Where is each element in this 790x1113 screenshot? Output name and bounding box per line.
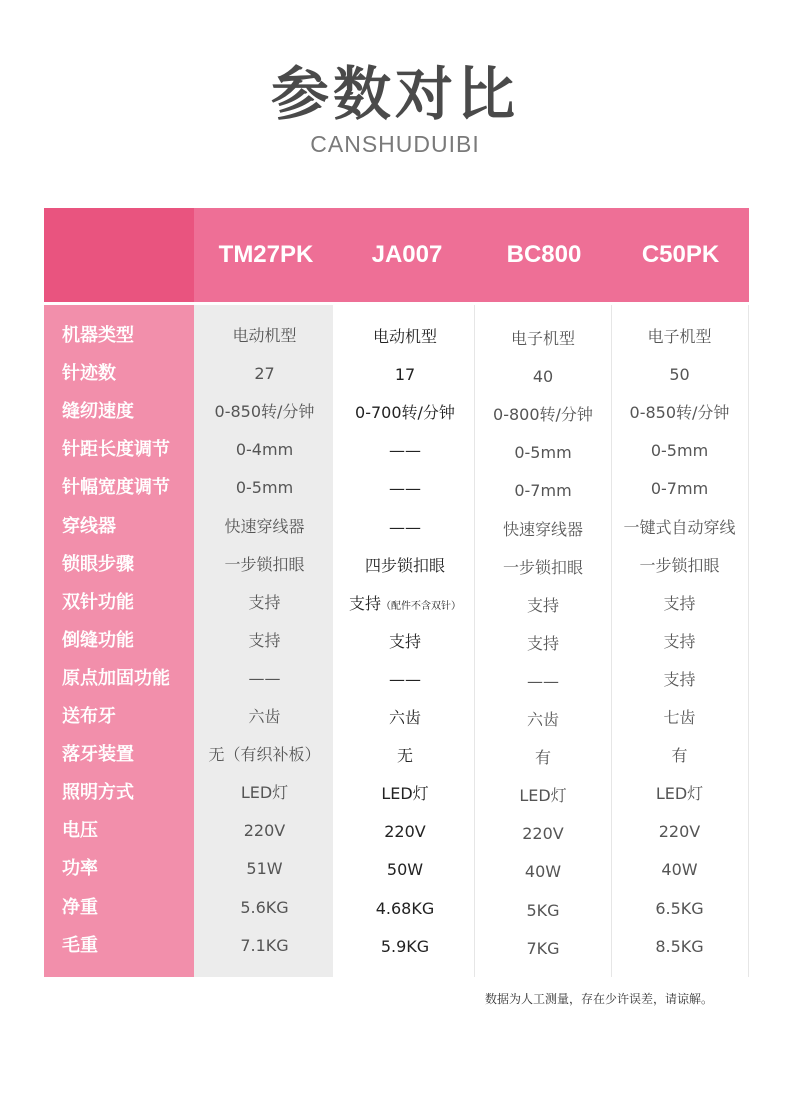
table-cell: [194, 584, 335, 622]
cell-value: 支持: [663, 594, 696, 613]
cell-value: 6.5KG: [655, 899, 704, 918]
cell-value: 0-800转/分钟: [493, 405, 593, 424]
cell-value: 50: [669, 365, 690, 384]
table-cell: [194, 812, 335, 850]
cell-value: 220V: [658, 822, 701, 841]
table-cell: [335, 661, 475, 699]
table-header-corner: [44, 208, 194, 302]
table-cell: [194, 927, 335, 965]
table-cell: [194, 393, 335, 431]
cell-value: 电动机型: [372, 327, 437, 346]
page-subtitle: CANSHUDUIBI: [310, 131, 480, 157]
table-cell: [475, 549, 611, 587]
cell-value: LED灯: [381, 784, 429, 803]
table-cell: [335, 394, 475, 432]
cell-value: 0-850转/分钟: [629, 403, 730, 422]
column-divider: [748, 305, 749, 977]
table-cell: [611, 585, 748, 623]
table-cell: [611, 699, 748, 737]
cell-value: 四步锁扣眼: [364, 556, 445, 575]
cell-value: 0-5mm: [235, 478, 294, 497]
table-cell: [611, 890, 748, 928]
cell-value: 一步锁扣眼: [502, 558, 583, 577]
cell-value: 50W: [386, 860, 424, 879]
model-header-tm27pk: TM27PK: [218, 241, 314, 268]
row-label: 双针功能: [62, 592, 134, 613]
row-label: 针距长度调节: [62, 439, 170, 460]
cell-value: 电子机型: [647, 327, 712, 346]
table-cell: [611, 356, 748, 394]
cell-value: 有: [534, 748, 551, 767]
table-cell: [611, 813, 748, 851]
table-cell: [194, 317, 335, 355]
table-cell: [611, 851, 748, 889]
table-cell: [194, 698, 335, 736]
table-cell: [194, 546, 335, 584]
table-cell: [475, 587, 611, 625]
table-cell: [335, 813, 475, 851]
cell-value: 7KG: [526, 939, 560, 958]
cell-value: 4.68KG: [375, 899, 435, 918]
cell-value: 27: [254, 364, 275, 383]
table-cell: [335, 775, 475, 813]
page-title: 参数对比: [270, 60, 519, 128]
row-label: 原点加固功能: [62, 668, 170, 689]
cell-value: 8.5KG: [655, 937, 704, 956]
row-label: 净重: [62, 897, 98, 918]
table-cell: [335, 318, 475, 356]
table-cell: [475, 358, 611, 396]
cell-value: 0-7mm: [514, 481, 572, 500]
footnote: 数据为人工测量，存在少许误差，请谅解。: [484, 992, 713, 1006]
table-cell: [475, 815, 611, 853]
table-cell: [194, 431, 335, 469]
row-label: 穿线器: [62, 516, 116, 537]
cell-value: 一键式自动穿线: [623, 518, 736, 537]
cell-value: 支持: [348, 594, 381, 613]
table-cell: [194, 622, 335, 660]
cell-value: 有: [671, 746, 688, 765]
cell-value: 51W: [246, 859, 283, 878]
cell-value: 快速穿线器: [224, 517, 305, 536]
cell-value: 220V: [522, 824, 564, 843]
table-cell: [475, 625, 611, 663]
cell-value: 5.9KG: [380, 937, 430, 956]
table-cell: [335, 470, 475, 508]
table-cell: [611, 394, 748, 432]
table-cell: [475, 396, 611, 434]
row-label: 电压: [62, 820, 98, 841]
table-cell: [611, 547, 748, 585]
cell-value: ——: [527, 672, 559, 691]
model-header-bc800: BC800: [506, 241, 582, 268]
table-cell: [194, 508, 335, 546]
table-cell: [194, 355, 335, 393]
cell-value: 17: [394, 365, 416, 384]
cell-value: 支持: [388, 632, 421, 651]
table-cell: [335, 928, 475, 966]
cell-value: 7.1KG: [240, 936, 289, 955]
table-cell: [335, 623, 475, 661]
row-label: 缝纫速度: [62, 401, 134, 422]
cell-value: 40W: [524, 862, 562, 881]
cell-value: 40W: [661, 860, 698, 879]
row-label: 针幅宽度调节: [62, 477, 170, 498]
table-cell: [611, 737, 748, 775]
table-cell: [335, 890, 475, 928]
cell-value: 220V: [384, 822, 426, 841]
table-cell: [475, 472, 611, 510]
model-header-c50pk: C50PK: [641, 241, 720, 268]
table-cell: [611, 318, 748, 356]
cell-value: 一步锁扣眼: [224, 555, 305, 574]
cell-value: 220V: [243, 821, 286, 840]
table-cell: [194, 736, 335, 774]
table-cell: [475, 739, 611, 777]
table-cell: [475, 511, 611, 549]
cell-value: ——: [248, 669, 281, 688]
table-cell: [475, 930, 611, 968]
table-cell: [611, 470, 748, 508]
table-cell: [611, 928, 748, 966]
table-cell: [335, 737, 475, 775]
cell-value: 0-4mm: [235, 440, 294, 459]
table-cell: [194, 469, 335, 507]
cell-value: 快速穿线器: [502, 520, 583, 539]
table-cell: [611, 775, 748, 813]
table-cell: [475, 777, 611, 815]
cell-value: 六齿: [526, 710, 559, 729]
table-cell: [475, 434, 611, 472]
cell-value: LED灯: [519, 786, 567, 805]
row-label: 针迹数: [62, 363, 116, 384]
table-cell: [335, 851, 475, 889]
cell-value: 0-850转/分钟: [214, 402, 315, 421]
table-cell: [194, 889, 335, 927]
cell-value: 0-5mm: [650, 441, 709, 460]
cell-value: 无: [396, 746, 413, 765]
cell-value: ——: [389, 479, 421, 498]
cell-value: 六齿: [248, 707, 281, 726]
cell-value: LED灯: [240, 783, 289, 802]
cell-value: 5.6KG: [240, 898, 289, 917]
row-label: 倒缝功能: [62, 630, 134, 651]
table-cell: [335, 585, 475, 623]
row-label: 锁眼步骤: [62, 554, 134, 575]
table-cell: [475, 663, 611, 701]
table-cell: [335, 356, 475, 394]
table-cell: [611, 623, 748, 661]
cell-value: 电子机型: [510, 329, 575, 348]
table-cell: [335, 432, 475, 470]
cell-value: 六齿: [388, 708, 421, 727]
cell-value: 5KG: [526, 901, 560, 920]
cell-value: ——: [389, 670, 421, 689]
row-label: 照明方式: [62, 782, 134, 803]
table-cell: [611, 661, 748, 699]
table-cell: [194, 774, 335, 812]
cell-value: ——: [389, 441, 421, 460]
cell-value: 无（有织补板）: [208, 745, 321, 764]
cell-value: 支持: [248, 631, 281, 650]
cell-value: 一步锁扣眼: [639, 556, 720, 575]
table-cell: [475, 320, 611, 358]
cell-value: 0-700转/分钟: [355, 403, 455, 422]
table-cell: [335, 509, 475, 547]
table-cell: [335, 547, 475, 585]
cell-value: LED灯: [655, 784, 704, 803]
table-cell: [611, 509, 748, 547]
cell-value: 支持: [526, 634, 559, 653]
row-label: 送布牙: [62, 706, 116, 727]
model-header-ja007: JA007: [371, 241, 443, 268]
cell-value: 支持: [248, 593, 281, 612]
cell-value: 支持: [663, 632, 696, 651]
row-label: 功率: [62, 858, 98, 879]
table-cell: [194, 660, 335, 698]
cell-value: 0-5mm: [514, 443, 572, 462]
cell-value: 七齿: [663, 708, 696, 727]
table-cell: [611, 432, 748, 470]
cell-value: 40: [532, 367, 554, 386]
table-cell: [194, 850, 335, 888]
cell-value: 支持: [663, 670, 696, 689]
row-label: 落牙装置: [62, 744, 134, 765]
table-cell: [335, 699, 475, 737]
table-cell: [475, 701, 611, 739]
table-cell: [475, 892, 611, 930]
row-label: 毛重: [62, 935, 98, 956]
row-label: 机器类型: [62, 325, 134, 346]
cell-value: 支持: [526, 596, 559, 615]
cell-value: 电动机型: [232, 326, 297, 345]
table-cell: [475, 853, 611, 891]
cell-note: （配件不含双针）: [381, 601, 461, 612]
cell-value: 0-7mm: [650, 479, 709, 498]
cell-value: ——: [389, 518, 421, 537]
